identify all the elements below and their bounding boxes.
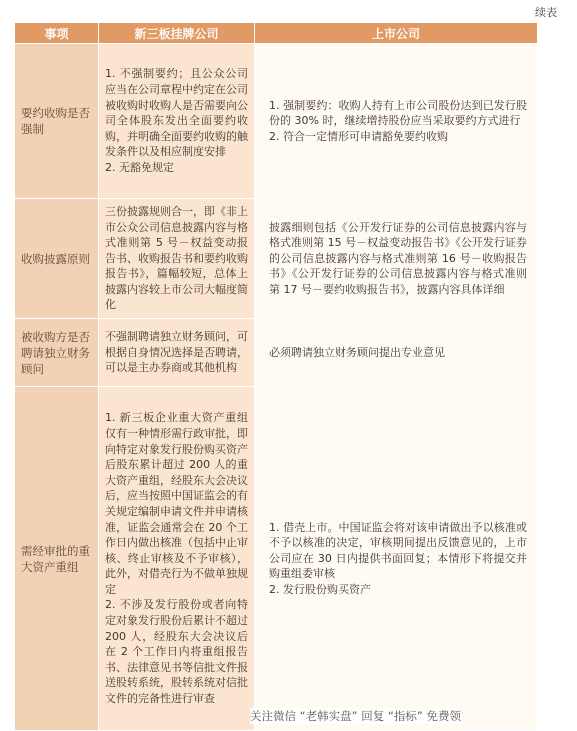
header-item: 事项	[15, 23, 99, 44]
neeq-cell	[99, 387, 255, 731]
listed-cell	[255, 44, 538, 199]
listed-text: 2. 发行股份购买资产	[269, 582, 371, 596]
comparison-table	[14, 22, 538, 731]
neeq-text: 2. 不涉及发行股份或者向特定对象发行股份后累计不超过 200 人，经股东大会决议后在 2 个工作日内将重组报告书、法律意见书等信批文件报送股转系统，股转系统对信批文件的完备性进行审查	[105, 598, 248, 706]
listed-text: 1. 借壳上市。中国证监会将对该申请做出予以核准或不予以核准的决定，审核期间提出反馈意见的，上市公司应在 30 日内提供书面回复；本情形下将提交并购重组委审核	[269, 520, 527, 581]
table-row	[15, 319, 538, 387]
row-item: 被收购方是否聘请独立财务顾问	[15, 319, 99, 387]
listed-cell	[255, 387, 538, 731]
header-listed: 上市公司	[255, 23, 538, 44]
header-neeq: 新三板挂牌公司	[99, 23, 255, 44]
listed-text: 披露细则包括《公开发行证券的公司信息披露内容与格式准则第 15 号－权益变动报告书》《公开发行证券的公司信息披露内容与格式准则第 16 号－收购报告书》《公开发行证券的公司信息披露内容与格式准则第 17 号－要约收购报告书》，披露内容具体详细	[269, 220, 527, 296]
neeq-text: 1. 新三板企业重大资产重组仅有一种情形需行政审批，即向特定对象发行股份购买资产后股东累计超过 200 人的重大资产重组，经股东大会决议后，应当按照中国证监会的有关规定编制申请文件并申请核准，证监会通常会在 20 个工作日内做出核准（包括中止审核、终止审核及不予审核），此外，对借壳行为不做单独规定	[105, 411, 248, 596]
listed-text: 必须聘请独立财务顾问提出专业意见	[269, 345, 445, 359]
table-row	[15, 387, 538, 731]
listed-text: 1. 强制要约：收购人持有上市公司股份达到已发行股份的 30% 时，继续增持股份应当采取要约方式进行	[269, 98, 527, 128]
listed-cell	[255, 199, 538, 319]
listed-cell	[255, 319, 538, 387]
table-row	[15, 199, 538, 319]
watermark-text: 关注微信 “老韩实盘” 回复 “指标” 免费领	[250, 709, 461, 723]
neeq-text: 1. 不强制要约；且公众公司应当在公司章程中约定在公司被收购时收购人是否需要向公司全体股东发出全面要约收购，并明确全面要约收购的触发条件以及相应制度安排	[105, 67, 248, 159]
row-item: 收购披露原则	[15, 199, 99, 319]
row-item: 要约收购是否强制	[15, 44, 99, 199]
table-header-row	[15, 23, 538, 44]
neeq-text: 不强制聘请独立财务顾问，可根据自身情况选择是否聘请，可以是主办券商或其他机构	[105, 330, 248, 375]
neeq-cell	[99, 44, 255, 199]
listed-text: 2. 符合一定情形可申请豁免要约收购	[269, 129, 448, 143]
table-row	[15, 44, 538, 199]
neeq-cell	[99, 319, 255, 387]
neeq-text: 三份披露规则合一，即《非上市公众公司信息披露内容与格式准则第 5 号－权益变动报告书、收购报告书和要约收购报告书》，篇幅较短，总体上披露内容较上市公司大幅度简化	[105, 204, 248, 312]
neeq-text: 2. 无豁免规定	[105, 160, 174, 174]
neeq-cell	[99, 199, 255, 319]
row-item: 需经审批的重大资产重组	[15, 387, 99, 731]
continued-label: 续表	[535, 6, 557, 19]
